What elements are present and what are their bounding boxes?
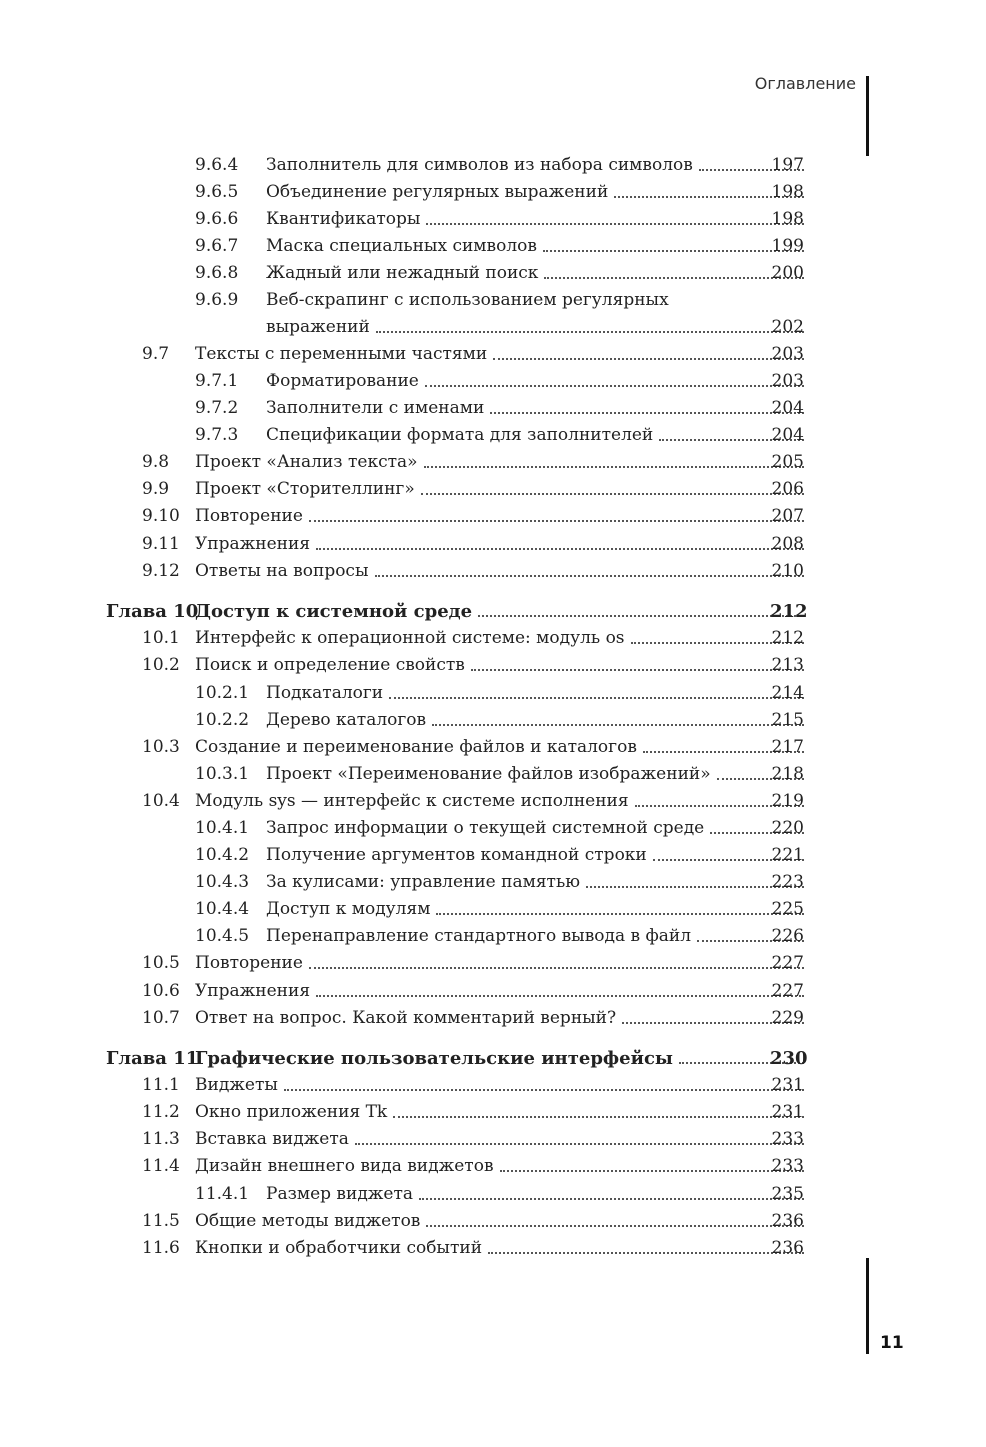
toc-entry: [0, 625, 986, 652]
entry-page: 210: [771, 561, 804, 581]
entry-title: Подкаталоги: [266, 683, 384, 703]
entry-page: 212: [771, 628, 804, 648]
dot-leader: [421, 492, 804, 495]
toc-entry: [0, 652, 986, 679]
entry-title-continuation: выражений: [266, 317, 370, 337]
running-head: Оглавление: [754, 74, 856, 93]
entry-page: 203: [771, 371, 804, 391]
entry-title: Квантификаторы: [266, 209, 421, 229]
toc-entry: [0, 531, 986, 558]
toc-entry: [0, 449, 986, 476]
toc-entry: [0, 1099, 986, 1126]
entry-page: 221: [771, 845, 804, 865]
entry-page: 236: [771, 1211, 804, 1231]
entry-title: Создание и переименование файлов и каталогов: [195, 737, 637, 757]
entry-title: Вставка виджета: [195, 1129, 349, 1149]
entry-title: Тексты с переменными частями: [195, 344, 488, 364]
dot-leader: [355, 1142, 804, 1145]
toc-entry: [0, 1005, 986, 1032]
entry-title: Виджеты: [195, 1075, 278, 1095]
dot-leader: [316, 994, 804, 997]
entry-number: 10.1: [142, 628, 180, 648]
entry-number: 11.5: [142, 1211, 180, 1231]
entry-page: 236: [771, 1238, 804, 1258]
toc-entry: [0, 707, 986, 734]
entry-page: 200: [771, 263, 804, 283]
entry-page: 227: [771, 981, 804, 1001]
entry-number: 10.4.2: [195, 845, 250, 865]
toc-entry: [0, 923, 986, 950]
toc-entry: [0, 1153, 986, 1180]
entry-page: 223: [771, 872, 804, 892]
dot-leader: [488, 1251, 804, 1254]
chapter-number: Глава 11: [106, 1048, 199, 1069]
toc-entry: [0, 680, 986, 707]
chapter-number: Глава 10: [106, 601, 199, 622]
entry-title: Окно приложения Tk: [195, 1102, 388, 1122]
entry-page: 217: [771, 737, 804, 757]
entry-page: 199: [771, 236, 804, 256]
toc-entry: [0, 1181, 986, 1208]
dot-leader: [478, 614, 804, 617]
toc-entry: [0, 233, 986, 260]
entry-title: Повторение: [195, 953, 303, 973]
dot-leader: [389, 696, 804, 699]
dot-leader: [316, 547, 804, 550]
dot-leader: [376, 330, 804, 333]
dot-leader: [490, 411, 804, 414]
entry-page: 231: [771, 1102, 804, 1122]
entry-number: 9.9: [142, 479, 170, 499]
entry-title: Жадный или нежадный поиск: [266, 263, 539, 283]
toc-entry: [0, 1072, 986, 1099]
entry-title: Модуль sys — интерфейс к системе исполнения: [195, 791, 629, 811]
dot-leader: [432, 723, 804, 726]
toc-entry: [0, 734, 986, 761]
toc-entry: [0, 558, 986, 585]
entry-page: 206: [771, 479, 804, 499]
entry-title: Перенаправление стандартного вывода в файл: [266, 926, 692, 946]
entry-number: 9.6.4: [195, 155, 239, 175]
entry-page: 197: [771, 155, 804, 175]
entry-page: 208: [771, 534, 804, 554]
entry-title: Заполнители с именами: [266, 398, 485, 418]
toc-entry: [0, 1126, 986, 1153]
toc-entry: [0, 368, 986, 395]
toc-entry-continuation: [0, 314, 986, 341]
entry-page: 205: [771, 452, 804, 472]
toc-entry: [0, 950, 986, 977]
entry-title: За кулисами: управление памятью: [266, 872, 581, 892]
entry-number: 9.11: [142, 534, 180, 554]
entry-page: 198: [771, 182, 804, 202]
footer-rule: [866, 1258, 869, 1354]
entry-title: Веб-скрапинг с использованием регулярных: [266, 290, 669, 310]
entry-number: 9.7: [142, 344, 170, 364]
entry-number: 9.6.7: [195, 236, 239, 256]
entry-page: 214: [771, 683, 804, 703]
entry-number: 9.7.1: [195, 371, 239, 391]
entry-title: Упражнения: [195, 534, 311, 554]
dot-leader: [309, 519, 804, 522]
entry-number: 10.4.1: [195, 818, 250, 838]
entry-number: 10.6: [142, 981, 180, 1001]
entry-title: Проект «Сторителлинг»: [195, 479, 415, 499]
entry-title: Запрос информации о текущей системной среде: [266, 818, 705, 838]
entry-number: 10.2.1: [195, 683, 250, 703]
entry-number: 10.4.5: [195, 926, 250, 946]
toc-entry: [0, 761, 986, 788]
page-number: 11: [880, 1333, 904, 1353]
toc-entry: [0, 869, 986, 896]
entry-number: 11.4.1: [195, 1184, 250, 1204]
entry-title: Ответы на вопросы: [195, 561, 369, 581]
toc-entry: [0, 206, 986, 233]
dot-leader: [424, 465, 804, 468]
dot-leader: [436, 912, 804, 915]
entry-number: 9.6.8: [195, 263, 239, 283]
entry-number: 10.7: [142, 1008, 180, 1028]
entry-number: 9.12: [142, 561, 180, 581]
entry-number: 11.6: [142, 1238, 180, 1258]
dot-leader: [426, 1224, 804, 1227]
entry-number: 11.4: [142, 1156, 180, 1176]
entry-number: 9.6.9: [195, 290, 239, 310]
dot-leader: [493, 357, 804, 360]
entry-page: 229: [771, 1008, 804, 1028]
dot-leader: [500, 1169, 804, 1172]
entry-page: 213: [771, 655, 804, 675]
entry-number: 10.4: [142, 791, 180, 811]
entry-title: Ответ на вопрос. Какой комментарий верный?: [195, 1008, 617, 1028]
entry-number: 9.8: [142, 452, 170, 472]
entry-page: 233: [771, 1129, 804, 1149]
entry-number: 11.1: [142, 1075, 180, 1095]
entry-title: Размер виджета: [266, 1184, 414, 1204]
dot-leader: [544, 276, 804, 279]
chapter-page: 230: [770, 1048, 808, 1069]
toc-chapter-entry: [0, 598, 986, 625]
entry-page: 204: [771, 425, 804, 445]
entry-number: 10.2: [142, 655, 180, 675]
toc-entry: [0, 978, 986, 1005]
dot-leader: [284, 1088, 804, 1091]
toc-entry: [0, 152, 986, 179]
entry-title: Повторение: [195, 506, 303, 526]
entry-page: 202: [771, 317, 804, 337]
entry-page: 219: [771, 791, 804, 811]
dot-leader: [309, 966, 804, 969]
dot-leader: [471, 668, 804, 671]
toc-entry: [0, 179, 986, 206]
toc-entry: [0, 503, 986, 530]
entry-page: 218: [771, 764, 804, 784]
entry-number: 10.4.4: [195, 899, 250, 919]
toc-entry: [0, 896, 986, 923]
entry-title: Проект «Переименование файлов изображений»: [266, 764, 711, 784]
dot-leader: [543, 249, 804, 252]
entry-number: 9.10: [142, 506, 180, 526]
entry-title: Поиск и определение свойств: [195, 655, 465, 675]
entry-title: Проект «Анализ текста»: [195, 452, 418, 472]
entry-title: Маска специальных символов: [266, 236, 537, 256]
entry-page: 198: [771, 209, 804, 229]
entry-number: 11.3: [142, 1129, 180, 1149]
entry-title: Общие методы виджетов: [195, 1211, 421, 1231]
entry-page: 220: [771, 818, 804, 838]
toc-entry: [0, 476, 986, 503]
toc-entry: [0, 287, 986, 314]
entry-title: Доступ к модулям: [266, 899, 431, 919]
toc-entry: [0, 842, 986, 869]
toc-entry: [0, 395, 986, 422]
entry-number: 10.5: [142, 953, 180, 973]
entry-page: 204: [771, 398, 804, 418]
entry-title: Интерфейс к операционной системе: модуль os: [195, 628, 625, 648]
entry-page: 226: [771, 926, 804, 946]
toc-entry: [0, 341, 986, 368]
dot-leader: [419, 1197, 804, 1200]
chapter-title: Доступ к системной среде: [195, 601, 473, 622]
entry-title: Объединение регулярных выражений: [266, 182, 609, 202]
entry-page: 225: [771, 899, 804, 919]
entry-page: 227: [771, 953, 804, 973]
entry-number: 10.2.2: [195, 710, 250, 730]
chapter-title: Графические пользовательские интерфейсы: [195, 1048, 673, 1069]
entry-number: 10.4.3: [195, 872, 250, 892]
toc-entry: [0, 788, 986, 815]
entry-page: 233: [771, 1156, 804, 1176]
toc-entry: [0, 260, 986, 287]
entry-page: 207: [771, 506, 804, 526]
entry-title: Дизайн внешнего вида виджетов: [195, 1156, 494, 1176]
entry-page: 215: [771, 710, 804, 730]
entry-title: Спецификации формата для заполнителей: [266, 425, 654, 445]
toc-entry: [0, 815, 986, 842]
entry-number: 11.2: [142, 1102, 180, 1122]
dot-leader: [426, 222, 804, 225]
entry-title: Получение аргументов командной строки: [266, 845, 647, 865]
entry-title: Заполнитель для символов из набора символов: [266, 155, 693, 175]
toc-entry: [0, 1235, 986, 1262]
chapter-page: 212: [770, 601, 808, 622]
entry-number: 9.7.2: [195, 398, 239, 418]
entry-title: Кнопки и обработчики событий: [195, 1238, 483, 1258]
dot-leader: [425, 384, 804, 387]
entry-page: 231: [771, 1075, 804, 1095]
entry-number: 9.6.6: [195, 209, 239, 229]
entry-number: 10.3: [142, 737, 180, 757]
entry-number: 10.3.1: [195, 764, 250, 784]
toc-entry: [0, 1208, 986, 1235]
dot-leader: [393, 1115, 804, 1118]
entry-title: Форматирование: [266, 371, 419, 391]
entry-title: Упражнения: [195, 981, 311, 1001]
entry-number: 9.7.3: [195, 425, 239, 445]
entry-page: 203: [771, 344, 804, 364]
entry-page: 235: [771, 1184, 804, 1204]
toc-entry: [0, 422, 986, 449]
toc-chapter-entry: [0, 1045, 986, 1072]
dot-leader: [375, 574, 805, 577]
entry-number: 9.6.5: [195, 182, 239, 202]
entry-title: Дерево каталогов: [266, 710, 427, 730]
